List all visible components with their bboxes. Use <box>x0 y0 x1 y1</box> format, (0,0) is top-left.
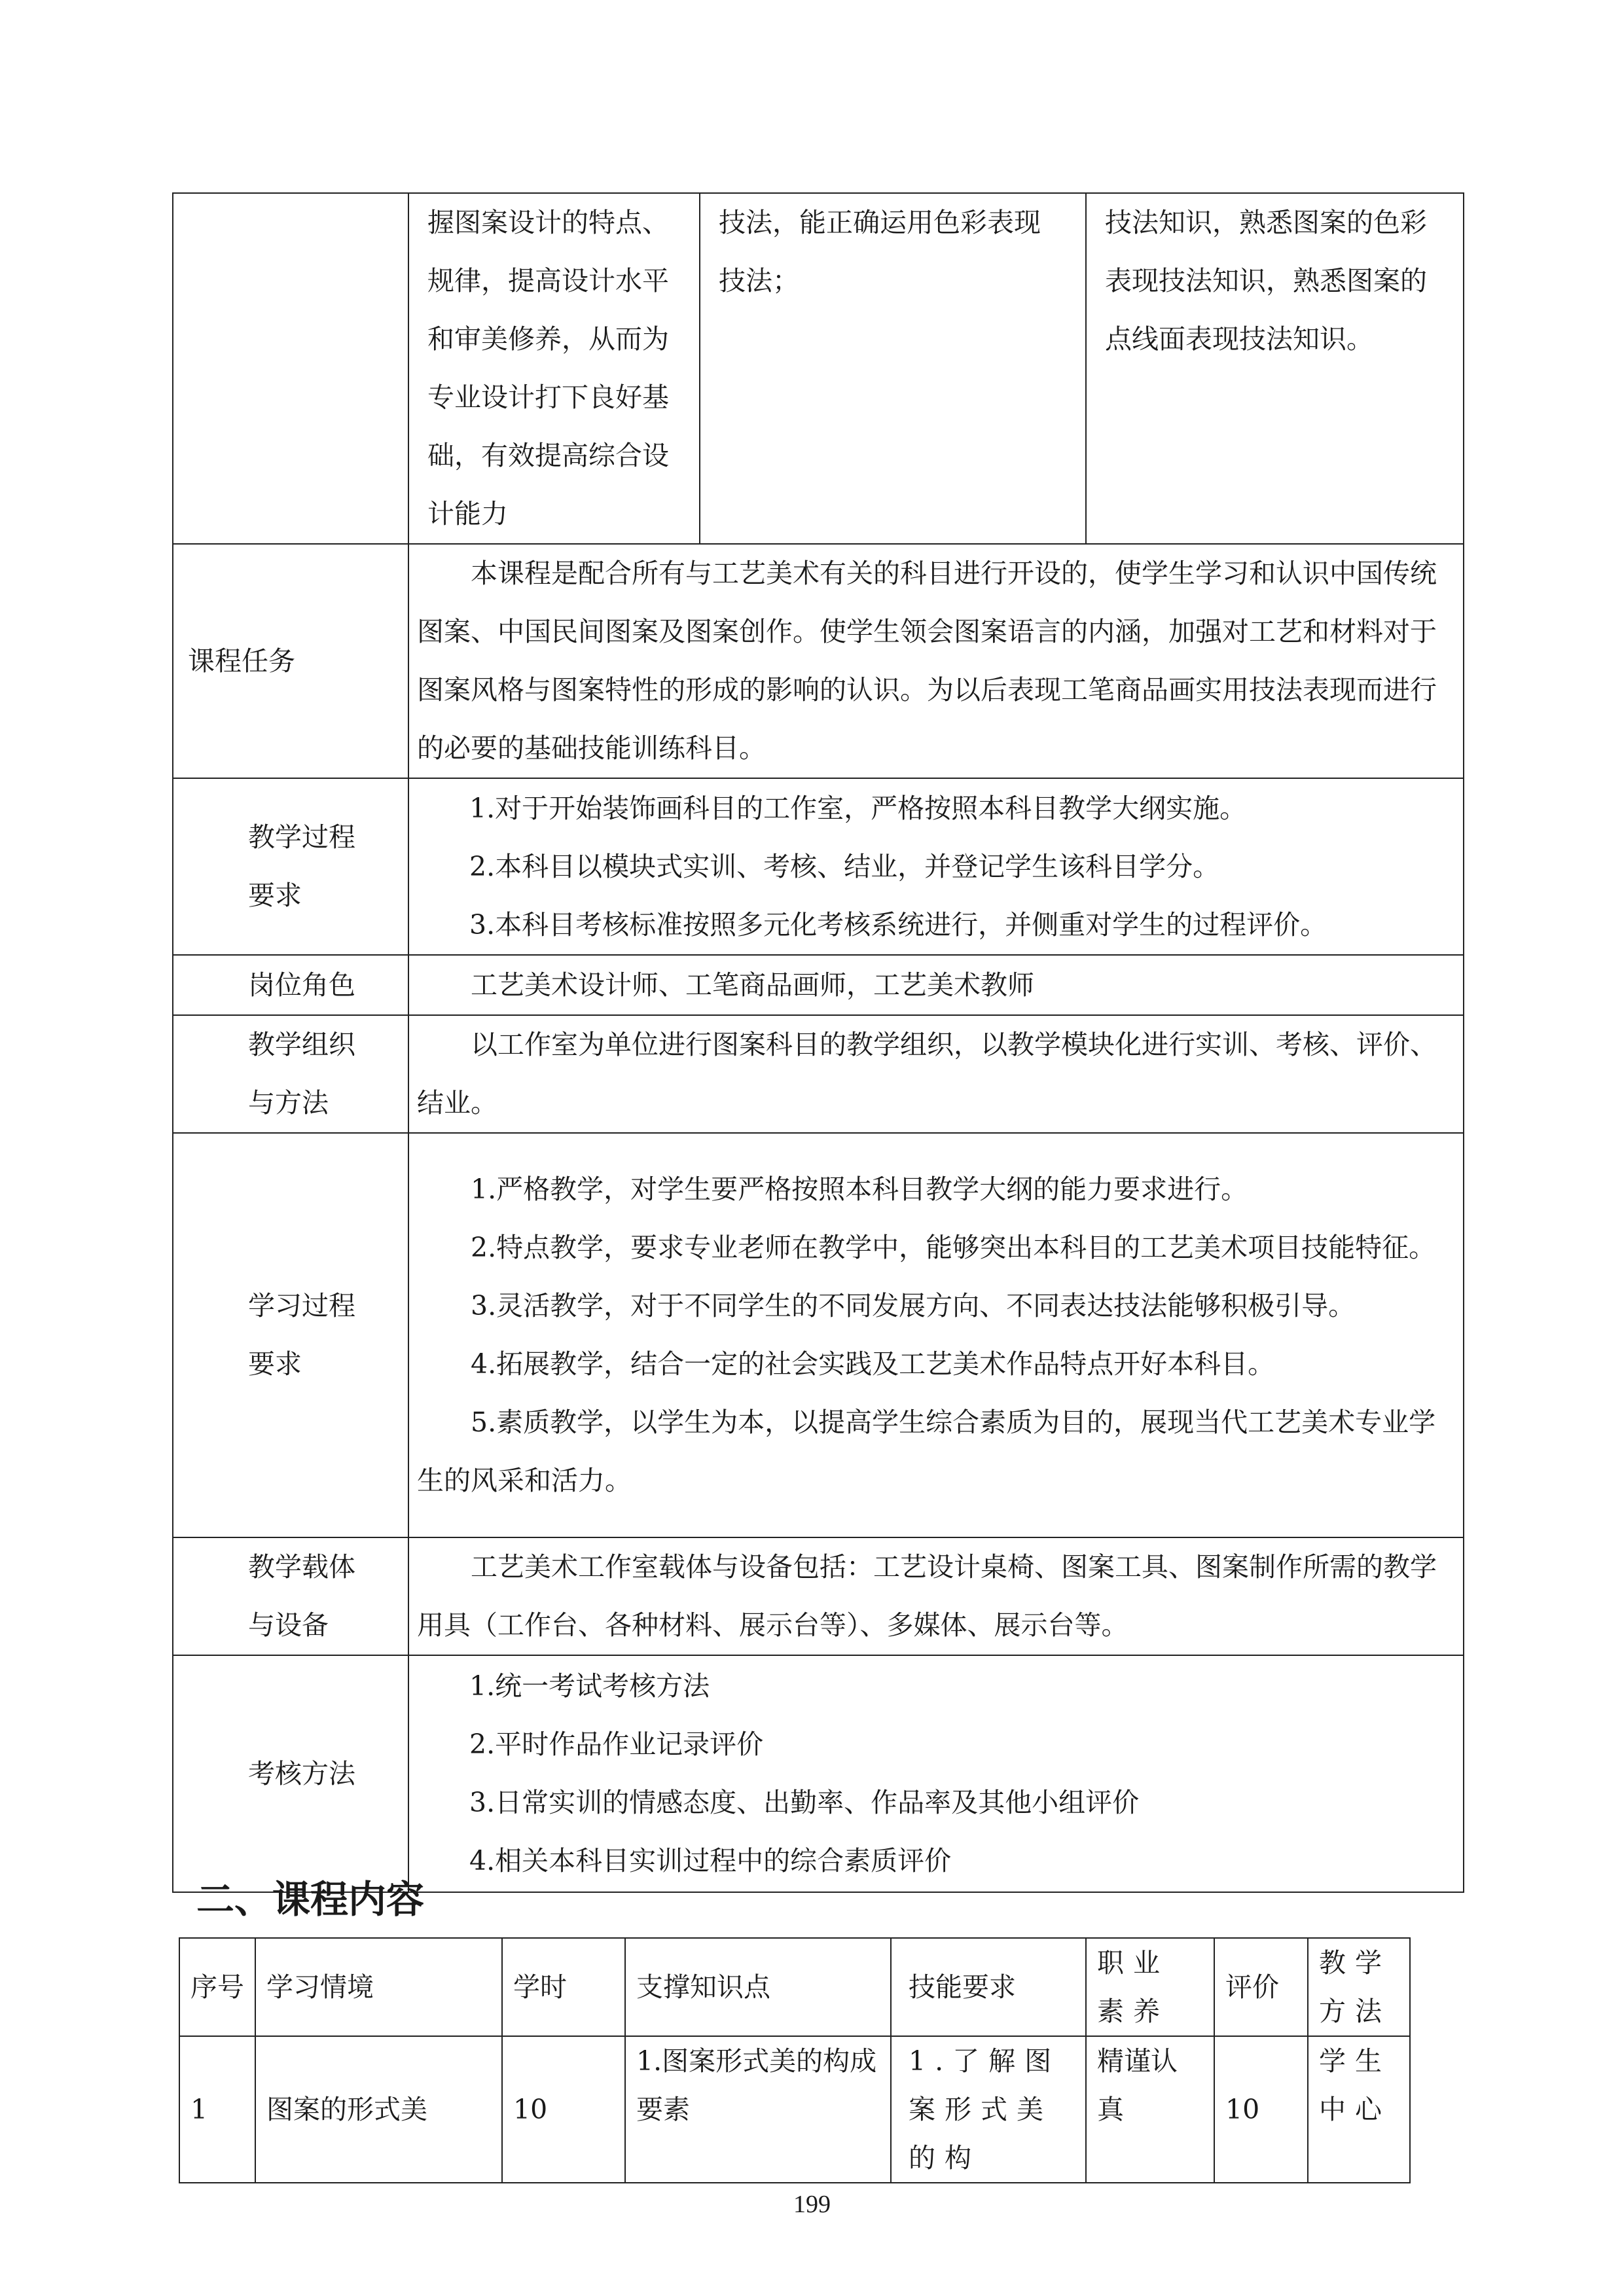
list-item: 2.特点教学，要求专业老师在教学中，能够突出本科目的工艺美术项目技能特征。 <box>471 1232 1436 1263</box>
list-item: 2.平时作品作业记录评价 <box>469 1729 764 1760</box>
label-line: 教学组织 <box>248 1029 355 1060</box>
continuation-col1 <box>173 193 408 544</box>
teaching-org-text: 以工作室为单位进行图案科目的教学组织，以教学模块化进行实训、考核、评价、结业。 <box>408 1015 1464 1133</box>
header-knowledge: 支撑知识点 <box>625 1938 891 2036</box>
list-item: 1.对于开始装饰画科目的工作室，严格按照本科目教学大纲实施。 <box>469 792 1247 824</box>
row-teaching-org <box>173 1015 1464 1133</box>
continuation-col3: 技法，能正确运用色彩表现技法； <box>700 193 1086 544</box>
cell-hours: 10 <box>502 2036 625 2183</box>
course-info-table <box>172 192 1464 1893</box>
header-row <box>179 1938 1410 2036</box>
label-teaching-equipment <box>173 1537 408 1655</box>
header-evaluation: 评价 <box>1214 1938 1308 2036</box>
learning-process-list <box>408 1133 1464 1537</box>
label-line: 要求 <box>248 880 302 911</box>
header-skills: 技能要求 <box>891 1938 1086 2036</box>
label-teaching-org <box>173 1015 408 1133</box>
label-line: 要求 <box>248 1348 302 1380</box>
cell-quality: 精谨认真 <box>1086 2036 1214 2183</box>
label-course-task: 课程任务 <box>173 544 408 778</box>
page-number: 199 <box>793 2191 831 2218</box>
section-title: 二、课程内容 <box>196 1877 425 1922</box>
header-quality: 职业素养 <box>1086 1938 1214 2036</box>
label-learning-process <box>173 1133 408 1537</box>
list-item: 3.本科目考核标准按照多元化考核系统进行，并侧重对学生的过程评价。 <box>469 908 1327 941</box>
course-content-table <box>179 1937 1411 2183</box>
label-line: 教学载体 <box>248 1551 355 1583</box>
list-item: 1.统一考试考核方法 <box>469 1670 710 1702</box>
row-course-task <box>173 544 1464 778</box>
table-row <box>179 2036 1410 2183</box>
header-situation: 学习情境 <box>255 1938 502 2036</box>
label-line: 与设备 <box>248 1609 329 1641</box>
list-item: 3.日常实训的情感态度、出勤率、作品率及其他小组评价 <box>469 1787 1140 1818</box>
continuation-col4: 技法知识，熟悉图案的色彩表现技法知识，熟悉图案的点线面表现技法知识。 <box>1086 193 1464 544</box>
label-line: 学习过程 <box>248 1290 355 1321</box>
label-job-role: 岗位角色 <box>173 955 408 1015</box>
label-teaching-process <box>173 778 408 955</box>
cell-knowledge: 1.图案形式美的构成要素 <box>625 2036 891 2183</box>
row-teaching-process <box>173 778 1464 955</box>
assessment-list <box>408 1655 1464 1892</box>
course-task-text: 本课程是配合所有与工艺美术有关的科目进行开设的，使学生学习和认识中国传统图案、中国民间图案及图案创作。使学生领会图案语言的内涵，加强对工艺和材料对于图案风格与图案特性的形成的影响的认识。为以后表现工笔商品画实用技法表现而进行的必要的基础技能训练科目。 <box>408 544 1464 778</box>
teaching-equipment-text: 工艺美术工作室载体与设备包括：工艺设计桌椅、图案工具、图案制作所需的教学用具（工作台、各种材料、展示台等）、多媒体、展示台等。 <box>408 1537 1464 1655</box>
cell-method: 学生中心 <box>1308 2036 1410 2183</box>
header-no: 序号 <box>179 1938 255 2036</box>
header-method: 教学方法 <box>1308 1938 1410 2036</box>
list-item: 3.灵活教学，对于不同学生的不同发展方向、不同表达技法能够积极引导。 <box>471 1290 1356 1321</box>
teaching-process-list <box>408 778 1464 955</box>
cell-evaluation: 10 <box>1214 2036 1308 2183</box>
job-role-text: 工艺美术设计师、工笔商品画师，工艺美术教师 <box>408 955 1464 1015</box>
continuation-row <box>173 193 1464 544</box>
list-item: 4.相关本科目实训过程中的综合素质评价 <box>469 1845 952 1876</box>
cell-skills: 1.了解图案形式美的构 <box>891 2036 1086 2183</box>
list-item: 2.本科目以模块式实训、考核、结业，并登记学生该科目学分。 <box>469 850 1220 882</box>
list-item: 4.拓展教学，结合一定的社会实践及工艺美术作品特点开好本科目。 <box>471 1348 1275 1380</box>
label-line: 教学过程 <box>248 821 355 853</box>
cell-no: 1 <box>179 2036 255 2183</box>
label-assessment: 考核方法 <box>173 1655 408 1892</box>
cell-situation: 图案的形式美 <box>255 2036 502 2183</box>
row-teaching-equipment <box>173 1537 1464 1655</box>
list-item: 5.素质教学，以学生为本，以提高学生综合素质为目的，展现当代工艺美术专业学生的风采和活力。 <box>417 1407 1436 1496</box>
row-learning-process <box>173 1133 1464 1537</box>
continuation-col2: 握图案设计的特点、规律，提高设计水平和审美修养，从而为专业设计打下良好基础，有效提高综合设计能力 <box>408 193 700 544</box>
list-item: 1.严格教学，对学生要严格按照本科目教学大纲的能力要求进行。 <box>471 1174 1248 1205</box>
row-assessment <box>173 1655 1464 1892</box>
header-hours: 学时 <box>502 1938 625 2036</box>
label-line: 与方法 <box>248 1087 329 1119</box>
row-job-role <box>173 955 1464 1015</box>
